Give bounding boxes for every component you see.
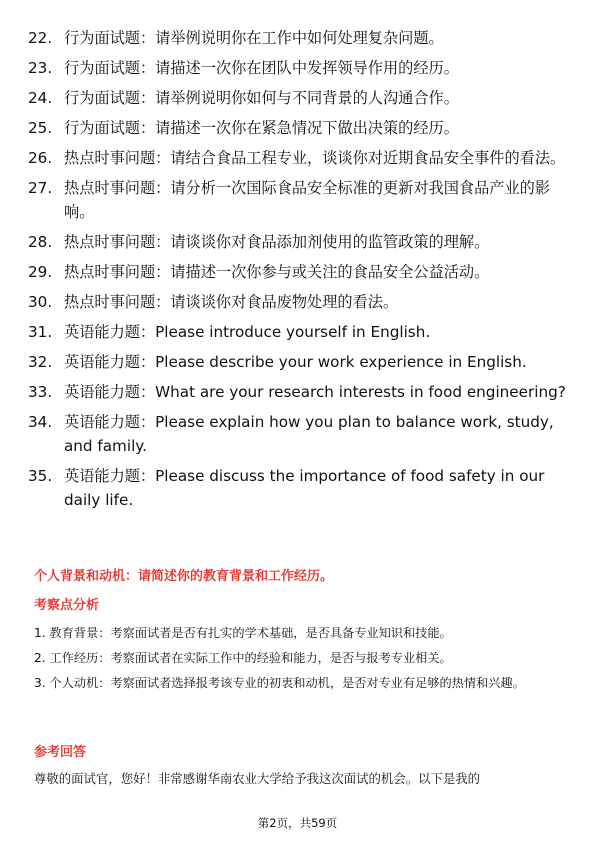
analysis-point: 1. 教育背景：考察面试者是否有扎实的学术基础，是否具备专业知识和技能。 [34,626,452,640]
question-number: 25. [28,119,53,137]
question-item [28,116,568,140]
question-number: 31. [28,323,53,341]
question-item [28,350,568,374]
question-number: 32. [28,353,53,371]
question-item [28,320,568,344]
analysis-heading: 考察点分析 [34,598,100,613]
question-item [28,146,568,170]
question-number: 28. [28,233,53,251]
question-text: 英语能力题：Please discuss the importance of food safety in our daily life. [64,467,545,509]
topic-heading: 个人背景和动机：请简述你的教育背景和工作经历。 [34,569,334,584]
question-number: 26. [28,149,53,167]
analysis-point: 3. 个人动机：考察面试者选择报考该专业的初衷和动机，是否对专业有足够的热情和兴趣。 [34,676,525,690]
question-number: 24. [28,89,53,107]
question-number: 27. [28,179,53,197]
question-item [28,230,568,254]
question-item [28,260,568,284]
question-text: 热点时事问题：请结合食品工程专业，谈谈你对近期食品安全事件的看法。 [64,149,566,167]
question-text: 热点时事问题：请谈谈你对食品废物处理的看法。 [64,293,399,311]
question-text: 行为面试题：请描述一次你在紧急情况下做出决策的经历。 [64,119,459,137]
question-number: 33. [28,383,53,401]
analysis-points [34,621,564,696]
question-text: 热点时事问题：请谈谈你对食品添加剂使用的监管政策的理解。 [64,233,490,251]
page-number-footer: 第2页，共59页 [257,816,338,830]
question-text: 英语能力题：Please describe your work experience in English. [64,353,527,371]
question-item [28,290,568,314]
question-text: 热点时事问题：请描述一次你参与或关注的食品安全公益活动。 [64,263,490,281]
question-list [28,26,568,518]
question-text: 行为面试题：请举例说明你如何与不同背景的人沟通合作。 [64,89,459,107]
question-text: 英语能力题：Please introduce yourself in English. [64,323,431,341]
question-number: 22. [28,29,53,47]
question-text: 行为面试题：请描述一次你在团队中发挥领导作用的经历。 [64,59,459,77]
question-text: 英语能力题：What are your research interests in food engineering? [64,383,566,401]
question-number: 29. [28,263,53,281]
question-number: 23. [28,59,53,77]
question-number: 30. [28,293,53,311]
question-text: 行为面试题：请举例说明你在工作中如何处理复杂问题。 [64,29,444,47]
question-item [28,380,568,404]
analysis-point: 2. 工作经历：考察面试者在实际工作中的经验和能力，是否与报考专业相关。 [34,651,452,665]
question-item [28,176,568,224]
question-text: 热点时事问题：请分析一次国际食品安全标准的更新对我国食品产业的影响。 [64,179,550,221]
answer-heading: 参考回答 [34,745,87,760]
question-item [28,56,568,80]
question-item [28,410,568,458]
question-item [28,86,568,110]
question-item [28,26,568,50]
answer-text: 尊敬的面试官，您好！非常感谢华南农业大学给予我这次面试的机会。以下是我的 [34,771,481,786]
question-text: 英语能力题：Please explain how you plan to balance work, study, and family. [64,413,554,455]
question-item [28,464,568,512]
question-number: 35. [28,467,53,485]
question-number: 34. [28,413,53,431]
